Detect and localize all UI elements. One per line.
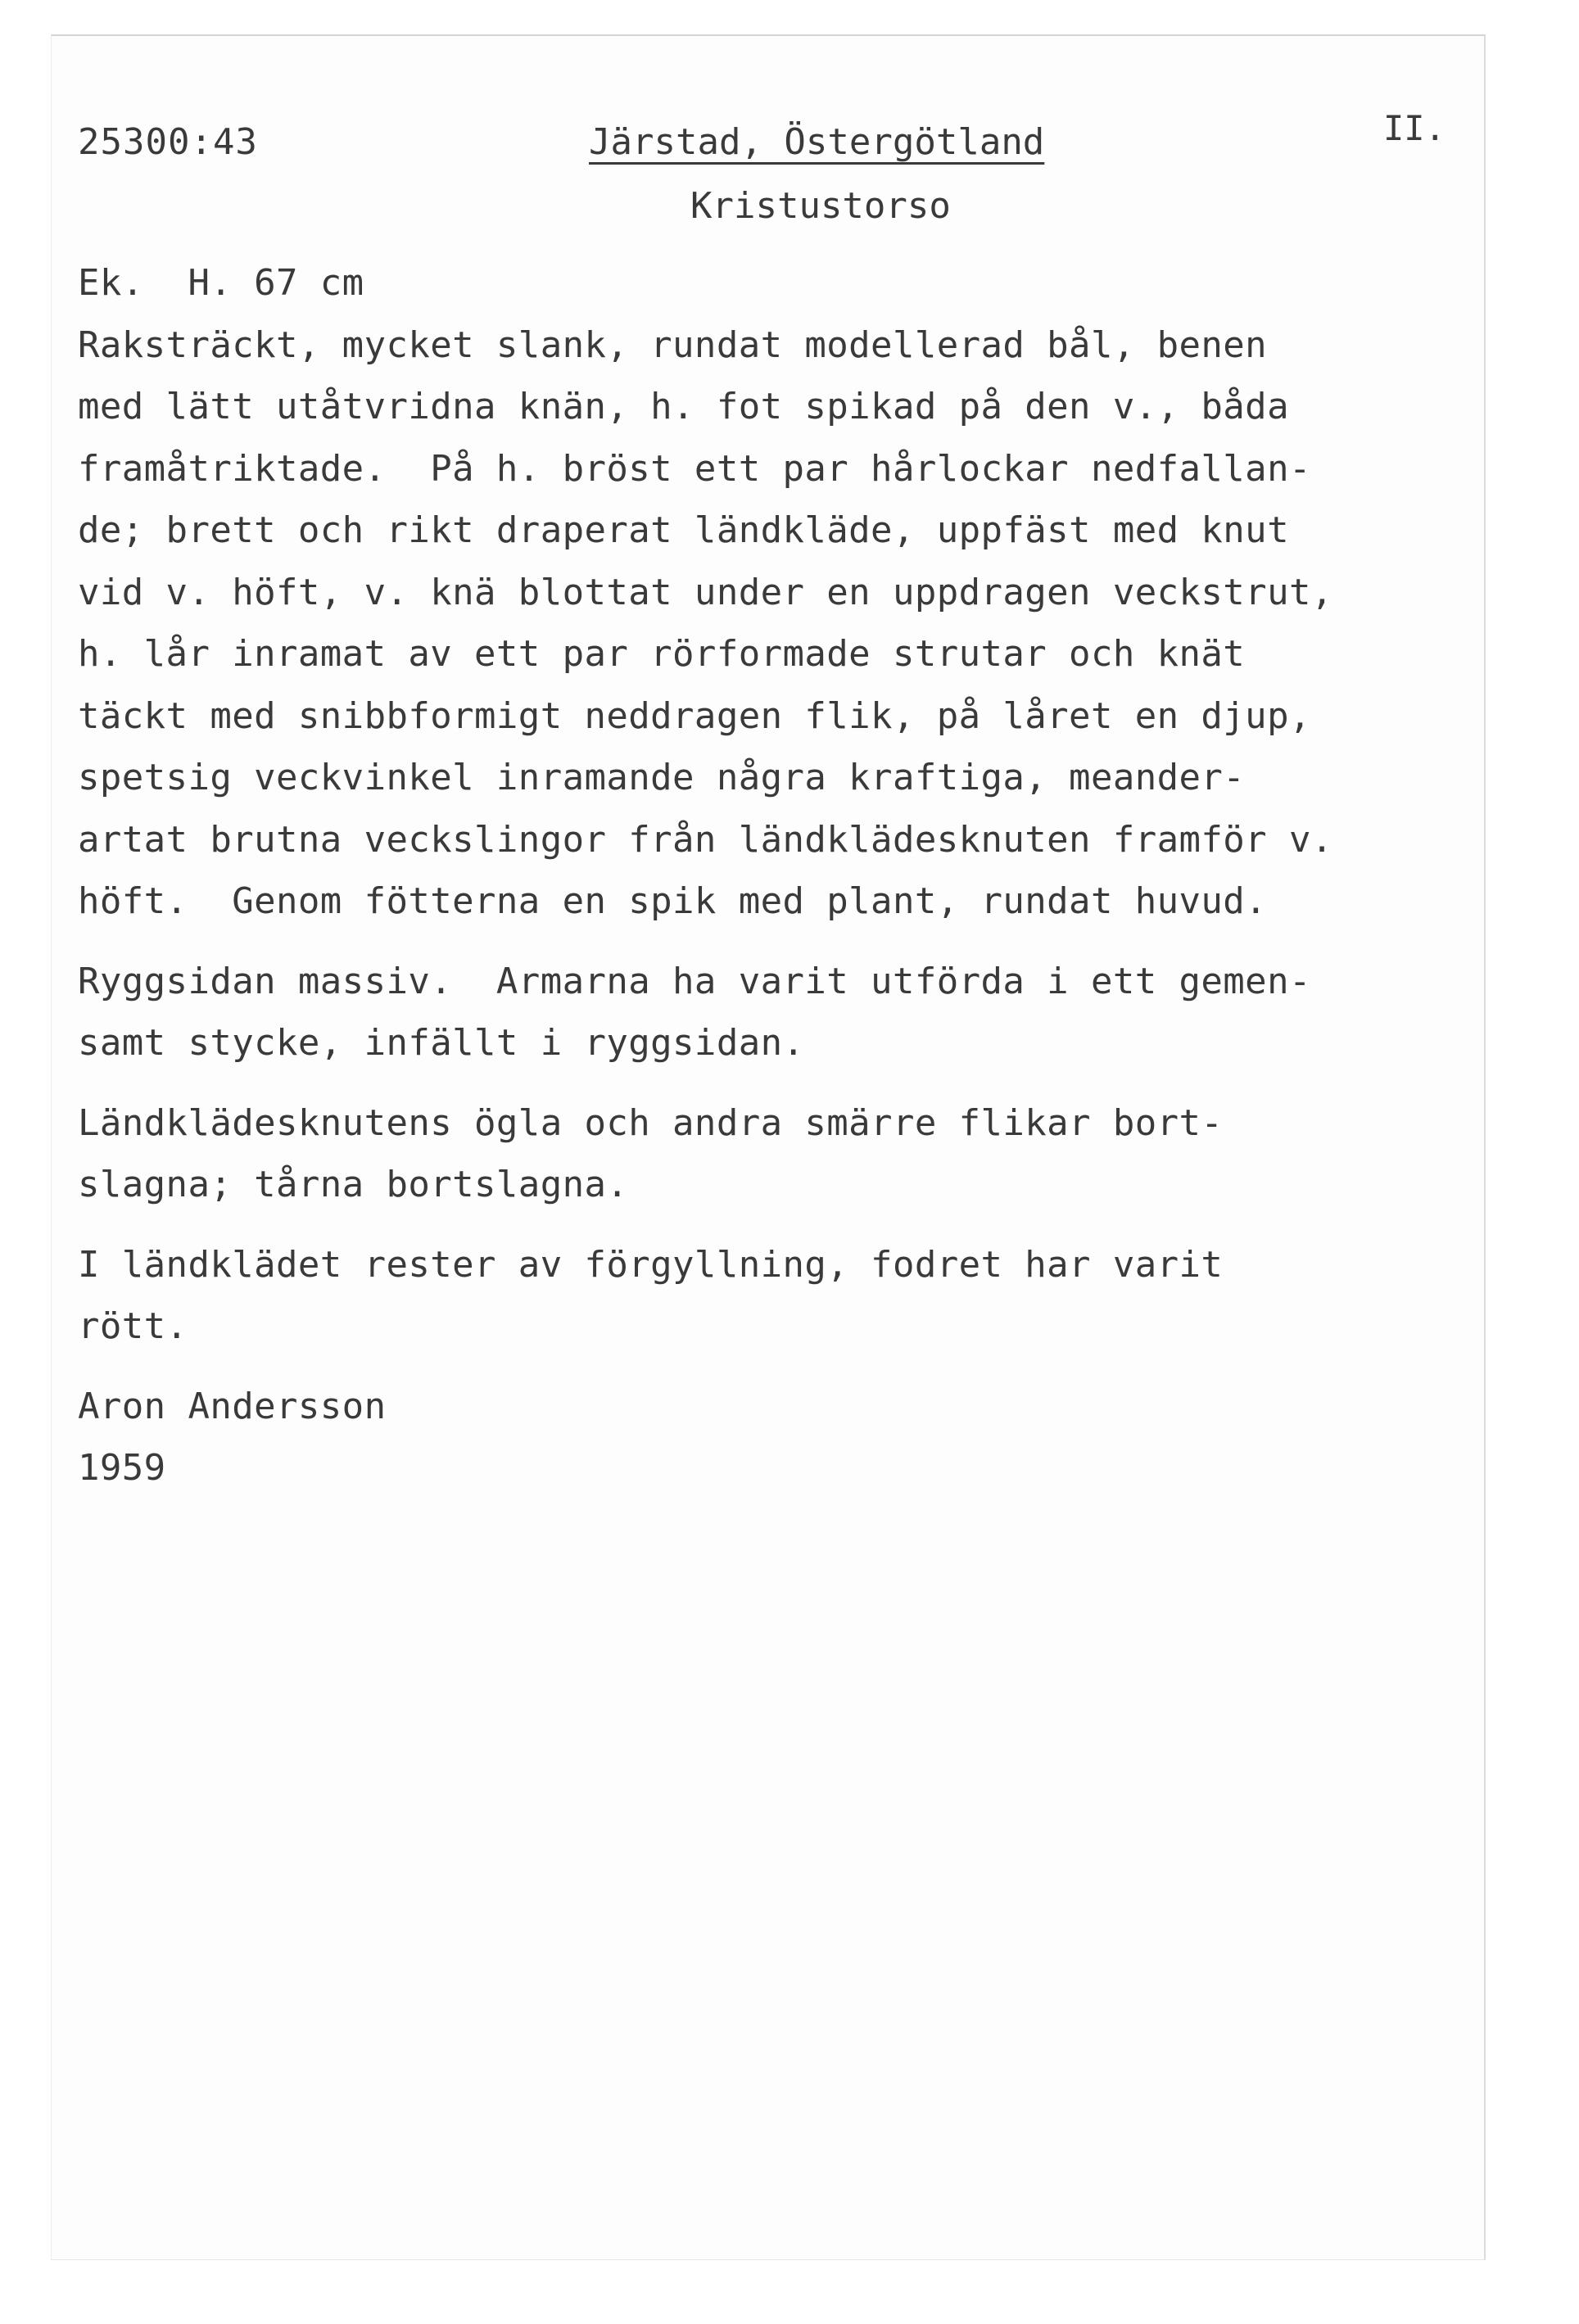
- year: 1959: [78, 1447, 166, 1489]
- card-number: II.: [1383, 108, 1446, 148]
- author-name: Aron Andersson: [78, 1385, 387, 1427]
- back-line: samt stycke, infällt i ryggsidan.: [78, 1022, 805, 1064]
- damage-line: slagna; tårna bortslagna.: [78, 1164, 629, 1205]
- description-line: h. lår inramat av ett par rörformade strutar och knät: [78, 633, 1246, 675]
- description-line: artat brutna veckslingor från ländklädesknuten framför v.: [78, 818, 1333, 861]
- place-heading: Järstad, Östergötland: [589, 121, 1045, 163]
- subject-heading: Kristustorso: [690, 185, 951, 227]
- description-line: med lätt utåtvridna knän, h. fot spikad på den v., båda: [78, 386, 1289, 427]
- color-line: I ländklädet rester av förgyllning, fodret har varit: [78, 1243, 1224, 1286]
- description-line: framåtriktade. På h. bröst ett par hårlockar nedfallan-: [78, 447, 1311, 490]
- catalog-card: [51, 34, 1486, 2260]
- back-line: Ryggsidan massiv. Armarna ha varit utförda i ett gemen-: [78, 960, 1311, 1002]
- material-line: Ek. H. 67 cm: [78, 262, 364, 304]
- description-line: Raksträckt, mycket slank, rundat modellerad bål, benen: [78, 323, 1268, 366]
- description-line: täckt med snibbformigt neddragen flik, på låret en djup,: [78, 694, 1311, 737]
- damage-line: Ländklädesknutens ögla och andra smärre flikar bort-: [78, 1101, 1224, 1144]
- catalog-number: 25300:43: [78, 121, 258, 163]
- description-line: vid v. höft, v. knä blottat under en uppdragen veckstrut,: [78, 571, 1333, 613]
- description-line: de; brett och rikt draperat ländkläde, uppfäst med knut: [78, 509, 1289, 551]
- description-line: spetsig veckvinkel inramande några kraftiga, meander-: [78, 757, 1246, 798]
- color-line: rött.: [78, 1305, 188, 1347]
- card-body: [78, 252, 1470, 1499]
- description-line: höft. Genom fötterna en spik med plant, rundat huvud.: [78, 880, 1268, 922]
